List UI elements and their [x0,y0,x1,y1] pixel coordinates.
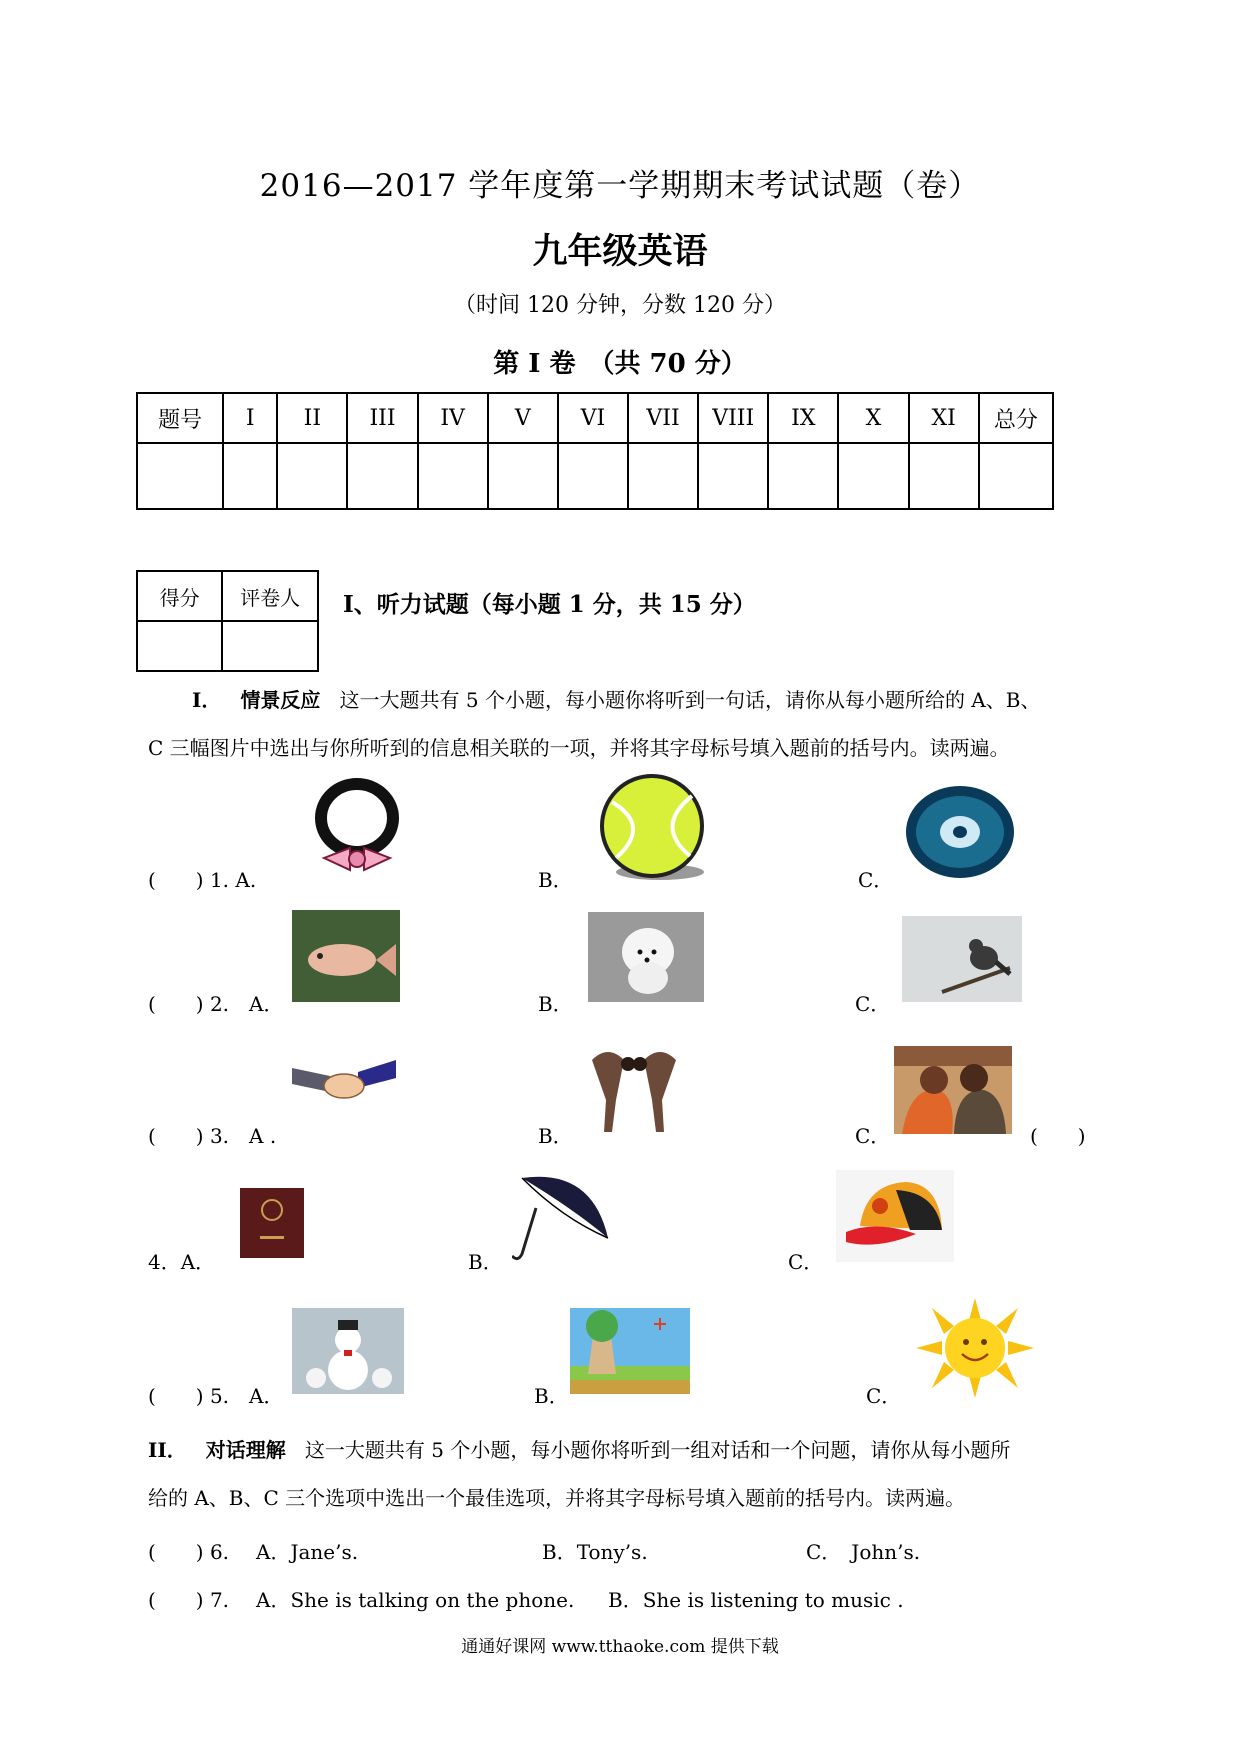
score-entry-cell[interactable] [137,443,223,509]
score-header-cell: VIII [698,393,768,443]
question-1-label: ( ) 1. A. [148,868,257,892]
question-7-option-a: A．She is talking on the phone. [256,1588,575,1612]
score-header-cell: 总分 [979,393,1053,443]
grader-table [136,570,319,672]
umbrella-image [512,1168,612,1264]
question-7-option-b: B．She is listening to music . [608,1588,904,1612]
snowman-image [292,1308,404,1394]
score-header-cell: V [488,393,558,443]
grader-entry-row [137,621,318,671]
question-3-option-c: C． [855,1124,891,1148]
grader-name-label: 评卷人 [222,571,318,621]
part1-text1: 这一大题共有 5 个小题，每小题你将听到一句话，请你从每小题所给的 A、B、 [339,688,1041,712]
passport-image [240,1188,304,1258]
question-7-label: ( ) 7. [148,1588,230,1612]
question-6-option-b: B．Tony’s. [542,1540,648,1564]
score-header-cell: I [223,393,277,443]
white-dog-image [588,912,704,1002]
question-2-option-b: B． [538,992,573,1016]
score-header-cell: VII [628,393,698,443]
score-entry-cell[interactable] [418,443,488,509]
cap-image [836,1170,954,1262]
score-table [136,392,1054,510]
part1-instruction-line1 [192,676,1040,724]
part1-name: 情景反应 [240,688,321,712]
score-entry-cell[interactable] [347,443,417,509]
score-entry-cell[interactable] [838,443,908,509]
score-header-cell: IV [418,393,488,443]
question-2-label: ( ) 2. A． [148,992,284,1016]
score-entry-cell[interactable] [223,443,277,509]
score-header-cell: VI [558,393,628,443]
score-header-cell: X [838,393,908,443]
bird-on-branch-image [902,916,1022,1002]
score-table-header-row [137,393,1053,443]
grader-score-cell[interactable] [137,621,222,671]
score-entry-cell[interactable] [488,443,558,509]
question-6-option-a: A．Jane’s. [256,1540,359,1564]
score-entry-cell[interactable] [698,443,768,509]
grader-header-row [137,571,318,621]
score-entry-cell[interactable] [277,443,347,509]
part2-name: 对话理解 [205,1438,286,1462]
question-5-option-c: C． [866,1384,902,1408]
volume-heading: 第 I 卷 （共 70 分） [493,349,747,379]
cd-disc-image [904,784,1016,880]
question-3-label: ( ) 3. A . [148,1124,277,1148]
rainy-cartoon-image [570,1308,690,1394]
question-4-option-b: B． [468,1250,503,1274]
question-6-option-c: C． John’s. [806,1540,921,1564]
question-5-option-b: B． [534,1384,569,1408]
exam-subject: 九年级英语 [532,231,708,272]
score-entry-cell[interactable] [628,443,698,509]
question-2-option-c: C． [855,992,891,1016]
question-1-option-b: B． [538,868,573,892]
exam-time-info: （时间 120 分钟，分数 120 分） [454,293,786,318]
sun-image [916,1298,1034,1398]
page-footer: 通通好课网 www.tthaoke.com 提供下载 [461,1637,779,1657]
question-4-answer-bracket[interactable]: ( ) [1030,1124,1086,1148]
handshake-image [292,1050,396,1114]
score-header-cell: III [347,393,417,443]
part1-number: I． [192,688,222,712]
score-entry-cell[interactable] [768,443,838,509]
score-header-cell: 题号 [137,393,223,443]
part2-instruction-line1 [148,1426,1010,1474]
kissing-people-image [894,1046,1012,1134]
score-header-cell: II [277,393,347,443]
score-table-entry-row [137,443,1053,509]
part1-instruction-line2: C 三幅图片中选出与你所听到的信息相关联的一项，并将其字母标号填入题前的括号内。读两遍。 [148,736,1010,760]
score-header-cell: XI [909,393,979,443]
question-4-label: 4．A． [148,1250,216,1274]
question-4-option-c: C． [788,1250,824,1274]
part2-number: II． [148,1438,187,1462]
score-header-cell: IX [768,393,838,443]
question-6-label: ( ) 6. [148,1540,230,1564]
tennis-ball-image [594,772,714,884]
question-5-label: ( ) 5. A． [148,1384,284,1408]
question-1-option-c: C． [858,868,894,892]
fish-image [292,910,400,1002]
grader-score-label: 得分 [137,571,222,621]
score-entry-cell[interactable] [909,443,979,509]
hair-tie-bow-image [302,778,412,878]
exam-title: 2016—2017 学年度第一学期期末考试试题（卷） [259,168,981,204]
score-entry-cell[interactable] [558,443,628,509]
part2-text1: 这一大题共有 5 个小题，每小题你将听到一组对话和一个问题，请你从每小题所 [304,1438,1011,1462]
grader-name-cell[interactable] [222,621,318,671]
score-entry-cell[interactable] [979,443,1053,509]
question-3-option-b: B． [538,1124,573,1148]
section-1-title: Ⅰ、听力试题（每小题 1 分，共 15 分） [343,591,756,618]
bowing-people-image [582,1040,686,1136]
part2-instruction-line2: 给的 A、B、C 三个选项中选出一个最佳选项，并将其字母标号填入题前的括号内。读两遍。 [148,1486,966,1510]
